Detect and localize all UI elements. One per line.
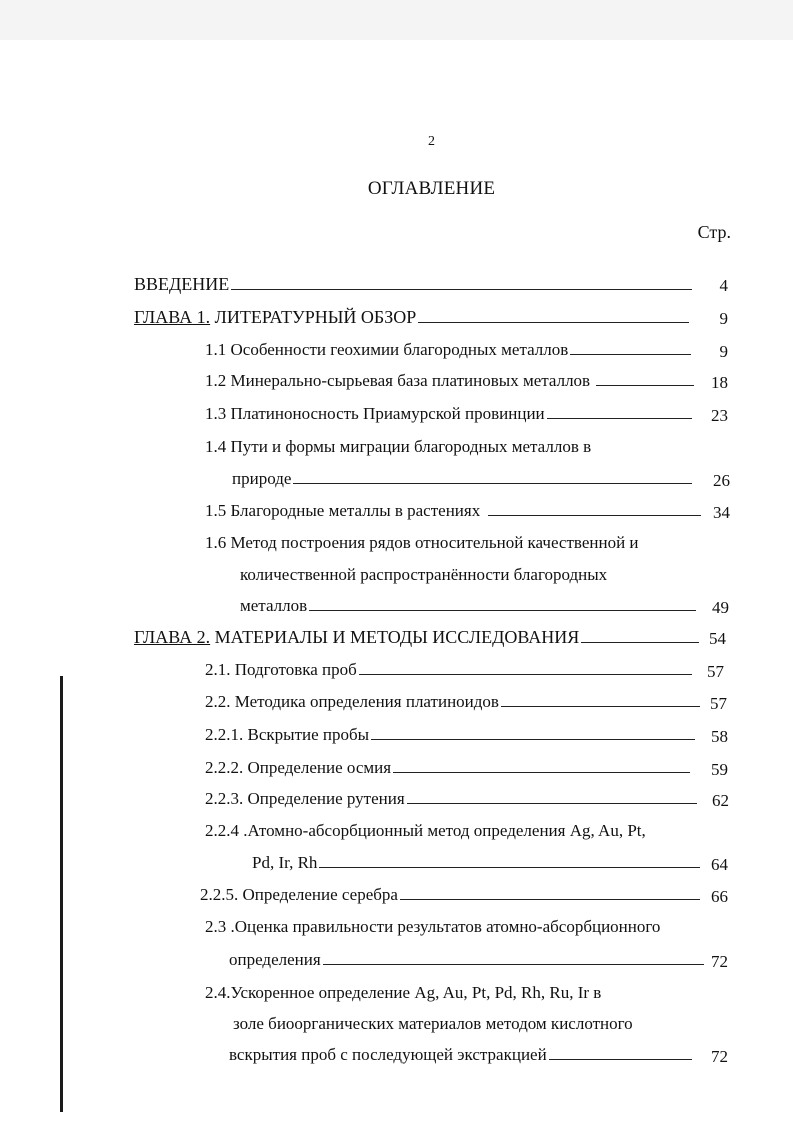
toc-page-number: 57 [710,694,727,713]
toc-leader [293,483,692,484]
toc-entry-text: 2.2. Методика определения платиноидов [205,692,499,711]
toc-entry-text: 2.2.2. Определение осмия [205,758,392,777]
toc-leader [400,899,700,900]
toc-entry-2-2-4-continued[interactable] [252,853,700,877]
scan-top-edge [0,0,793,40]
toc-entry-2-4-continued[interactable] [229,1045,692,1069]
toc-entry-introduction[interactable] [134,274,692,298]
toc-entry-1-4[interactable] [205,437,705,461]
toc-page-number: 18 [711,373,728,392]
toc-entry-text [134,307,416,328]
toc-entry-text: 1.6 Метод построения рядов относительной качественной и [205,533,639,552]
chapter-title: ЛИТЕРАТУРНЫЙ ОБЗОР [210,307,417,327]
toc-leader [393,772,690,773]
toc-entry-text: 2.2.3. Определение рутения [205,789,405,808]
toc-entry-2-4[interactable] [205,983,705,1007]
toc-entry-text: 1.4 Пути и формы миграции благородных металлов в [205,437,592,456]
chapter-label: ГЛАВА 1. [134,307,211,327]
toc-entry-text: Pd, Ir, Rh [252,853,318,872]
toc-page-number: 34 [713,503,730,522]
toc-entry-2-2-3[interactable] [205,789,697,813]
toc-entry-text: количественной распространённости благородных [240,565,608,584]
toc-page-number: 54 [709,629,726,648]
toc-leader [418,322,689,323]
toc-entry-2-1[interactable] [205,660,692,684]
toc-leader [549,1059,692,1060]
toc-entry-2-4-continued[interactable] [233,1014,703,1038]
toc-entry-text: вскрытия проб с последующей экстракцией [229,1045,547,1064]
toc-page-number: 66 [711,887,728,906]
toc-page-number: 9 [719,309,728,328]
toc-entry-text: 1.5 Благородные металлы в растениях [205,501,481,520]
toc-page-number: 62 [712,791,729,810]
toc-page-number: 9 [719,342,728,361]
toc-entry-text: 1.3 Платиноносность Приамурской провинции [205,404,545,423]
toc-page-number: 4 [719,276,728,295]
page-number: 2 [428,134,435,149]
toc-entry-1-6-continued[interactable] [240,565,660,589]
toc-leader [371,739,695,740]
toc-entry-1-4-continued[interactable] [232,469,692,493]
toc-page-number: 49 [712,598,729,617]
toc-entry-text: 2.1. Подготовка проб [205,660,357,679]
toc-entry-1-6[interactable] [205,533,705,557]
toc-entry-text: 1.2 Минерально-сырьевая база платиновых металлов [205,371,591,390]
toc-entry-text: 2.2.1. Вскрытие пробы [205,725,370,744]
toc-leader [359,674,692,675]
toc-entry-chapter-1[interactable] [134,307,689,331]
toc-entry-2-2-5[interactable] [200,885,700,909]
toc-entry-text: металлов [240,596,308,615]
toc-entry-text: 2.4.Ускоренное определение Ag, Au, Pt, Pd, Rh, Ru, Ir в [205,983,602,1002]
toc-entry-2-2-4[interactable] [205,821,705,845]
toc-leader [323,964,704,965]
toc-entry-text: золе биоорганических материалов методом кислотного [233,1014,633,1033]
toc-entry-chapter-2[interactable] [134,627,699,651]
toc-entry-2-3-continued[interactable] [229,950,704,974]
toc-leader [501,706,700,707]
toc-entry-1-6-continued[interactable] [240,596,696,620]
toc-leader [488,515,701,516]
toc-page-number: 26 [713,471,730,490]
toc-page-number: 59 [711,760,728,779]
chapter-title: МАТЕРИАЛЫ И МЕТОДЫ ИССЛЕДОВАНИЯ [210,627,580,647]
toc-entry-2-2-1[interactable] [205,725,695,749]
toc-entry-2-2-2[interactable] [205,758,690,782]
page-column-label: Стр. [697,222,731,242]
toc-entry-text: определения [229,950,321,969]
toc-entry-1-3[interactable] [205,404,692,428]
toc-entry-text: 2.2.4 .Атомно-абсорбционный метод определения Ag, Au, Pt, [205,821,646,840]
scan-margin-line [60,676,63,1112]
toc-entry-text: ВВЕДЕНИЕ [134,274,230,294]
toc-entry-2-2[interactable] [205,692,700,716]
toc-leader [407,803,697,804]
toc-entry-text: 2.2.5. Определение серебра [200,885,398,904]
toc-page-number: 72 [711,1047,728,1066]
toc-leader [570,354,691,355]
toc-leader [319,867,700,868]
toc-leader [231,289,692,290]
toc-entry-text: 1.1 Особенности геохимии благородных металлов [205,340,569,359]
toc-entry-text [134,627,579,648]
chapter-label: ГЛАВА 2. [134,627,211,647]
toc-page-number: 72 [711,952,728,971]
toc-page-number: 64 [711,855,728,874]
toc-entry-2-3[interactable] [205,917,725,941]
toc-entry-1-1[interactable] [205,340,691,364]
toc-entry-text: природе [232,469,292,488]
toc-leader [547,418,692,419]
page-title: ОГЛАВЛЕНИЕ [367,178,496,199]
toc-page-number: 58 [711,727,728,746]
toc-entry-1-5[interactable] [205,501,701,525]
toc-entry-1-2[interactable] [205,371,694,395]
toc-leader [309,610,696,611]
toc-page-number: 23 [711,406,728,425]
toc-page-number: 57 [707,662,724,681]
toc-entry-text: 2.3 .Оценка правильности результатов атомно-абсорбционного [205,917,661,936]
